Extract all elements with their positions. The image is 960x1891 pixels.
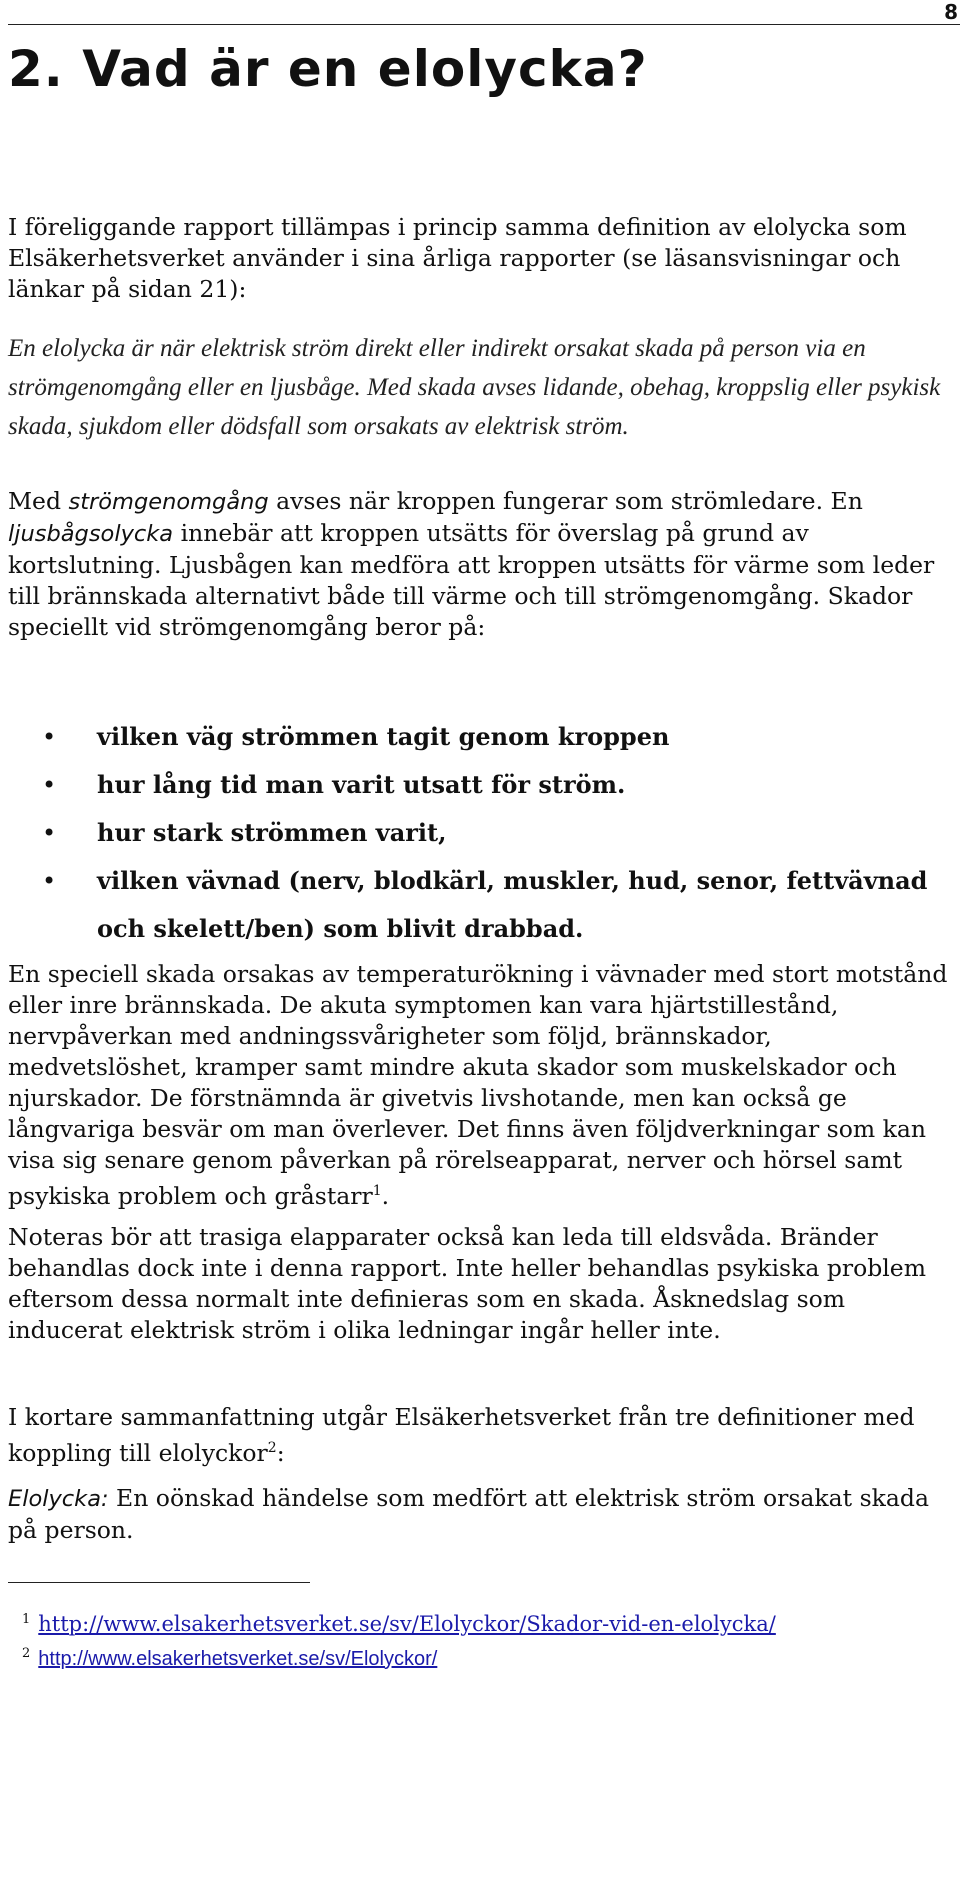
footnote-number: 2 <box>22 1645 31 1661</box>
intro-paragraph: I föreliggande rapport tillämpas i princip samma definition av elolycka som Elsäkerhetsverket använder i sina årliga rapporter (se läsansvisningar och länkar på sidan 21): <box>8 213 907 303</box>
bullet-icon: • <box>42 867 57 895</box>
elolycka-def-text: En oönskad händelse som medfört att elektrisk ström orsakat skada på person. <box>8 1483 929 1544</box>
body-content <box>8 212 952 1674</box>
strom-text-2: avses när kroppen fungerar som strömledare. En <box>268 487 863 515</box>
footnotes <box>8 1605 952 1674</box>
footnote-link-2[interactable]: http://www.elsakerhetsverket.se/sv/Elolyckor/ <box>38 1647 438 1670</box>
definition-quote: En elolycka är när elektrisk ström direkt eller indirekt orsakat skada på person via en strömgenomgång eller en ljusbåge. Med skada avses lidande, obehag, kroppslig eller psykisk skada, sjukdom eller dödsfall som orsakats av elektrisk ström. <box>8 335 941 440</box>
injury-text: En speciell skada orsakas av temperaturökning i vävnader med stort motstånd eller inre brännskada. De akuta symptomen kan vara hjärtstillestånd, nervpåverkan med andningssvårigheter som följd, brännskador, medvetslöshet, kramper samt mindre akuta skador som muskelskador och njurskador. De förstnämnda är givetvis livshotande, men kan också ge långvariga besvär om man överlever. Det finns även följdverkningar som kan visa sig senare genom påverkan på rörelseapparat, nerver och hörsel samt psykiska problem och gråstarr <box>8 960 948 1210</box>
footnote-number: 1 <box>22 1611 31 1627</box>
list-item-text: hur lång tid man varit utsatt för ström. <box>97 770 626 799</box>
summary-paragraph <box>8 1402 952 1469</box>
bullet-icon: • <box>42 723 57 751</box>
list-item <box>8 857 952 953</box>
elolycka-definition <box>8 1483 952 1546</box>
strom-text-3: innebär att kroppen utsätts för överslag på grund av kortslutning. Ljusbågen kan medföra att kroppen utsätts för värme som leder till brännskada alternativt både till värme och till strömgenomgång. Skador speciellt vid strömgenomgång beror på: <box>8 519 935 641</box>
list-item <box>8 809 952 857</box>
footnote-ref-1[interactable]: 1 <box>372 1183 382 1199</box>
bullet-icon: • <box>42 819 57 847</box>
list-item <box>8 713 952 761</box>
injury-text-end: . <box>381 1181 390 1210</box>
factor-list <box>8 713 952 953</box>
term-ljusbagsolycka: ljusbågsolycka <box>8 521 174 547</box>
strom-text-1: Med <box>8 487 69 515</box>
page-number: 8 <box>944 0 958 24</box>
term-stromgenomgang: strömgenomgång <box>68 489 269 515</box>
strom-paragraph <box>8 486 952 643</box>
list-item-text: hur stark strömmen varit, <box>97 818 447 847</box>
term-elolycka: Elolycka: <box>8 1485 109 1512</box>
summary-text: I kortare sammanfattning utgår Elsäkerhetsverket från tre definitioner med koppling till elolyckor <box>8 1402 915 1467</box>
summary-text-end: : <box>276 1438 285 1467</box>
bullet-icon: • <box>42 771 57 799</box>
list-item <box>8 761 952 809</box>
footnote-2 <box>8 1639 952 1674</box>
injury-paragraph <box>8 959 952 1212</box>
list-item-text: vilken vävnad (nerv, blodkärl, muskler, hud, senor, fettvävnad och skelett/ben) som blivit drabbad. <box>97 866 928 943</box>
section-title: 2. Vad är en elolycka? <box>8 40 648 98</box>
list-item-text: vilken väg strömmen tagit genom kroppen <box>97 722 670 751</box>
header-rule <box>8 24 960 25</box>
footnote-ref-2[interactable]: 2 <box>267 1439 277 1456</box>
footnote-1 <box>8 1605 952 1639</box>
footnote-link-1[interactable]: http://www.elsakerhetsverket.se/sv/Elolyckor/Skador-vid-en-elolycka/ <box>38 1611 776 1636</box>
footnote-divider <box>8 1582 310 1583</box>
noteras-paragraph: Noteras bör att trasiga elapparater också kan leda till eldsvåda. Bränder behandlas dock inte i denna rapport. Inte heller behandlas psykiska problem eftersom dessa normalt inte definieras som en skada. Åsknedslag som inducerat elektrisk ström i olika ledningar ingår heller inte. <box>8 1222 926 1344</box>
